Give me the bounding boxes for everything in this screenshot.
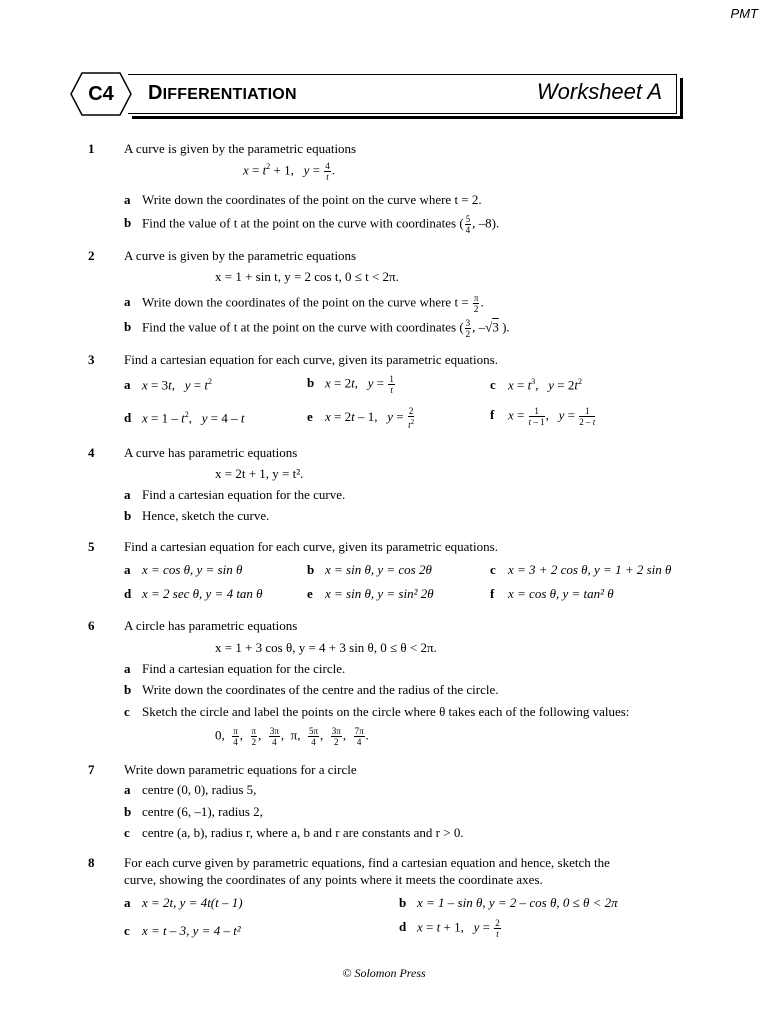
question-number: 6 — [88, 618, 95, 633]
part-a: a Write down the coordinates of the point on the curve where t = $\frac{\pi}{2}$ . — [124, 293, 484, 314]
header-mark: PMT — [730, 6, 758, 21]
part-c: c centre (a, b), radius r, where a, b and r are constants and r > 0. — [124, 825, 464, 840]
question-number: 1 — [88, 141, 95, 156]
part-e: e x = 2t – 1, y = $\frac{2}{t^2}$ — [307, 406, 415, 430]
part-f: f x = cos θ, y = tan² θ — [490, 586, 614, 601]
question-intro: A circle has parametric equations — [124, 618, 298, 633]
part-d: d x = 2 sec θ, y = 4 tan θ — [124, 586, 263, 601]
question-number: 7 — [88, 762, 95, 777]
part-b: b x = sin θ, y = cos 2θ — [307, 562, 432, 577]
part-c: c $x = t^3$, $y = 2t^2$ — [490, 377, 582, 393]
part-c: c x = t – 3, y = 4 – t² — [124, 923, 241, 938]
angle-values: 0, $\frac{\pi}{4}$ , $\frac{\pi}{2}$ , $\frac{3\pi}{4}$ , π, $\frac{5\pi}{4}$ , $\frac{3\pi}{2}$ , $\frac{7\pi}{4}$ . — [215, 726, 369, 747]
question-intro: A curve has parametric equations — [124, 445, 298, 460]
worksheet-label: Worksheet A — [536, 79, 662, 104]
module-code: C4 — [88, 82, 114, 105]
parametric-equation: x = 1 + 3 cos θ, y = 4 + 3 sin θ, 0 ≤ θ < 2π. — [215, 640, 437, 655]
question-intro: Write down parametric equations for a circle — [124, 762, 357, 777]
part-a: a x = 2t, y = 4t(t – 1) — [124, 895, 243, 910]
part-a: a x = 3t, $y = t^2$ — [124, 377, 212, 393]
part-a: a x = cos θ, y = sin θ — [124, 562, 243, 577]
part-b: b Write down the coordinates of the centre and the radius of the circle. — [124, 682, 499, 697]
parametric-equation: x = 2t + 1, y = t². — [215, 466, 304, 481]
parametric-equation: $x = t^2 + 1$, y = $\frac{4}{t}$ . — [243, 161, 335, 182]
part-e: e x = sin θ, y = sin² 2θ — [307, 586, 434, 601]
question-number: 3 — [88, 352, 95, 367]
part-a: a centre (0, 0), radius 5, — [124, 782, 257, 797]
part-f: f x = $\frac{1}{t - 1}$ , y = $\frac{1}{2 - t}$ — [490, 406, 596, 427]
part-a: a Write down the coordinates of the point on the curve where t = 2. — [124, 192, 482, 207]
part-b: b x = 2t, y = $\frac{1}{t}$ — [307, 374, 394, 395]
question-intro: A curve is given by the parametric equations — [124, 248, 357, 263]
part-a: a Find a cartesian equation for the circle. — [124, 661, 346, 676]
part-b: b Hence, sketch the curve. — [124, 508, 270, 523]
question-intro-cont: curve, showing the coordinates of any points where it meets the coordinate axes. — [124, 872, 543, 887]
part-d: d x = t + 1, y = $\frac{2}{t}$ — [399, 918, 500, 939]
part-b: b Find the value of t at the point on the curve with coordinates ( $\frac{5}{4}$ , –8). — [124, 214, 500, 235]
question-intro: For each curve given by parametric equations, find a cartesian equation and hence, sketch the — [124, 855, 610, 870]
question-number: 8 — [88, 855, 95, 870]
part-b: b centre (6, –1), radius 2, — [124, 804, 263, 819]
banner-title: DIFFERENTIATION — [148, 82, 297, 104]
part-d: d $x = 1 - t^2$, y = 4 – t — [124, 410, 245, 426]
part-c: c x = 3 + 2 cos θ, y = 1 + 2 sin θ — [490, 562, 672, 577]
part-b: b x = 1 – sin θ, y = 2 – cos θ, 0 ≤ θ < 2π — [399, 895, 618, 910]
question-intro: Find a cartesian equation for each curve, given its parametric equations. — [124, 352, 498, 367]
question-number: 5 — [88, 539, 95, 554]
parametric-equation: x = 1 + sin t, y = 2 cos t, 0 ≤ t < 2π. — [215, 269, 399, 284]
question-number: 2 — [88, 248, 95, 263]
footer-credit: © Solomon Press — [342, 966, 426, 980]
question-intro: Find a cartesian equation for each curve, given its parametric equations. — [124, 539, 498, 554]
part-c: c Sketch the circle and label the points on the circle where θ takes each of the following values: — [124, 704, 630, 719]
part-a: a Find a cartesian equation for the curve. — [124, 487, 346, 502]
part-b: b Find the value of t at the point on the curve with coordinates ( $\frac{3}{2}$ , –√3 ). — [124, 318, 510, 339]
question-number: 4 — [88, 445, 95, 460]
question-intro: A curve is given by the parametric equations — [124, 141, 357, 156]
worksheet-banner — [70, 70, 680, 118]
